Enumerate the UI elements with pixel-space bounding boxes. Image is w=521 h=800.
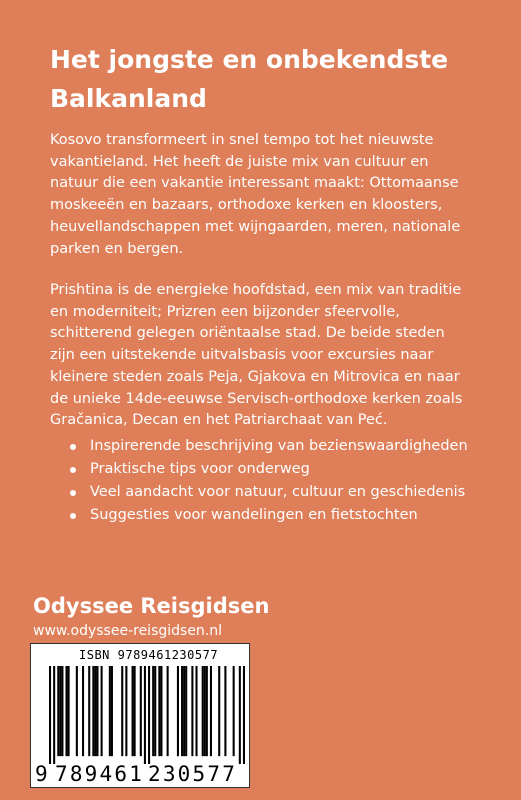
barcode-bar: [82, 666, 84, 756]
barcode-bar: [183, 666, 185, 756]
ean-right-group: 230577: [148, 762, 238, 786]
barcode-bar: [61, 666, 63, 756]
barcode-bar: [66, 666, 68, 756]
list-item: [50, 504, 500, 527]
title-line-2: Balkanland: [50, 84, 207, 113]
publisher-name: Odyssee Reisgidsen: [33, 594, 270, 618]
barcode-bar: [154, 666, 156, 756]
ean-left-group: 789461: [55, 762, 145, 786]
barcode-bar: [218, 666, 220, 756]
ean-first-digit: 9: [35, 762, 48, 786]
barcode-bar: [210, 666, 212, 756]
bullet-icon: [70, 490, 76, 496]
barcode-bar: [204, 666, 206, 756]
bullet-icon: [70, 467, 76, 473]
title-line-1: Het jongste en onbekendste: [50, 45, 449, 74]
bullet-icon: [70, 444, 76, 450]
barcode-bar: [109, 666, 111, 756]
list-item-text: Inspirerende beschrijving van bezienswaardigheden: [90, 438, 468, 454]
barcode-bar: [148, 666, 150, 764]
isbn-barcode: [30, 643, 250, 788]
barcode-bar: [53, 666, 55, 764]
barcode-bar: [152, 666, 154, 756]
publisher-website: www.odyssee-reisgidsen.nl: [33, 623, 223, 639]
list-item: [50, 435, 500, 458]
barcode-bar: [111, 666, 113, 756]
barcode-bar: [88, 666, 90, 756]
barcode-bar: [158, 666, 160, 756]
feature-list: [50, 435, 500, 527]
barcode-bar: [134, 666, 136, 756]
ean-digits: [35, 762, 247, 786]
barcode-bar: [177, 666, 179, 756]
barcode-bar: [239, 666, 241, 764]
barcode-bar: [233, 666, 235, 756]
barcode-bar: [57, 666, 59, 756]
barcode-bars: [49, 666, 245, 764]
barcode-bar: [96, 666, 98, 756]
barcode-bar: [68, 666, 70, 756]
isbn-label: ISBN 9789461230577: [79, 648, 219, 662]
barcode-bar: [92, 666, 94, 756]
barcode-bar: [94, 666, 96, 756]
list-item-text: Praktische tips voor onderweg: [90, 461, 310, 477]
barcode-bar: [140, 666, 142, 756]
bullet-icon: [70, 513, 76, 519]
barcode-bar: [243, 666, 245, 764]
barcode-bar: [181, 666, 183, 756]
barcode-bar: [191, 666, 193, 756]
barcode-bar: [49, 666, 51, 764]
cities-paragraph: Prishtina is de energieke hoofdstad, een mix van traditie en moderniteit; Prizren een bijzonder sfeervolle, schitterend gelegen oriëntaalse stad. De beide steden zijn een uitstekende uitvalsbasis voor excursies naar kleinere steden zoals Peja, Gjakova en Mitrovica en naar de unieke 14de-eeuwse Servisch-orthodoxe kerken zoals Gračanica, Decan en het Patriarchaat van Peć.: [50, 282, 463, 429]
barcode-bar: [76, 666, 78, 756]
barcode-bar: [224, 666, 226, 756]
barcode-bar: [185, 666, 187, 756]
list-item: [50, 458, 500, 481]
barcode-bar: [121, 666, 123, 756]
intro-paragraph: Kosovo transformeert in snel tempo tot het nieuwste vakantieland. Het heeft de juiste mix van cultuur en natuur die een vakantie interessant maakt: Ottomaanse moskeeën en bazaars, orthodoxe kerken en kloosters, heuvellandschappen met wijngaarden, meren, nationale parken en bergen.: [50, 132, 461, 257]
list-item-text: Veel aandacht voor natuur, cultuur en geschiedenis: [90, 484, 466, 500]
cover-title: [50, 40, 490, 118]
barcode-bar: [160, 666, 162, 756]
barcode-bar: [202, 666, 204, 756]
barcode-bar: [206, 666, 208, 756]
barcode-bar: [132, 666, 134, 756]
barcode-bar: [167, 666, 169, 756]
list-item-text: Suggesties voor wandelingen en fietstochten: [90, 507, 418, 523]
list-item: [50, 481, 500, 504]
barcode-bar: [125, 666, 127, 756]
barcode-bar: [59, 666, 61, 756]
barcode-bar: [195, 666, 197, 756]
barcode-bar: [144, 666, 146, 764]
barcode-bar: [101, 666, 103, 756]
